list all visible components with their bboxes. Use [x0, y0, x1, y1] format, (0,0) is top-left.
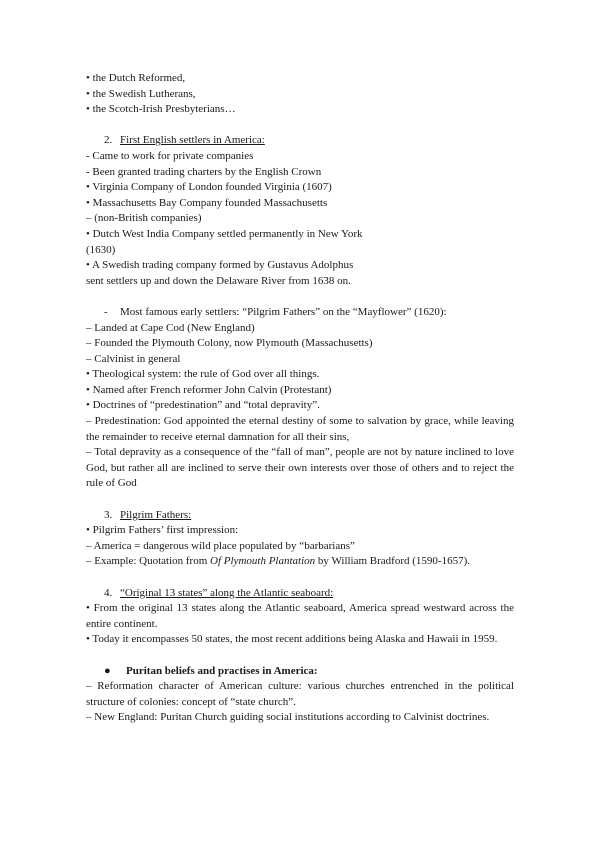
list-item	[86, 554, 514, 570]
list-item: • A Swedish trading company formed by Gustavus Adolphus	[86, 259, 354, 272]
list-item: • Theological system: the rule of God over all things.	[86, 368, 320, 381]
paragraph: – Predestination: God appointed the eternal destiny of some to salvation by grace, while leaving the remainder to receive eternal damnation for all their sins,	[86, 415, 514, 443]
section-title: “Original 13 states” along the Atlantic seaboard:	[120, 586, 334, 599]
bullet-marker: ●	[104, 664, 111, 677]
list-item: • Virginia Company of London founded Virginia (1607)	[86, 181, 332, 194]
list-item: • the Dutch Reformed,	[86, 72, 186, 84]
list-item: (1630)	[86, 243, 116, 256]
list-item: • the Swedish Lutherans,	[86, 87, 196, 100]
list-item: • Dutch West India Company settled permanently in New York	[86, 227, 363, 240]
paragraph: – New England: Puritan Church guiding social institutions according to Calvinist doctrines.	[86, 711, 490, 724]
section-number: 4.	[104, 586, 113, 599]
puritan-title: Puritan beliefs and practises in America:	[126, 664, 318, 677]
list-item: sent settlers up and down the Delaware River from 1638 on.	[86, 274, 351, 287]
paragraph: – Total depravity as a consequence of the “fall of man”, people are not by nature inclined to love God, but rather all are inclined to serve their own interests over those of others and to reject the rule of God	[86, 446, 514, 490]
list-item: - Came to work for private companies	[86, 149, 254, 162]
puritan-heading	[86, 664, 514, 680]
section-2-heading	[86, 133, 514, 149]
dash-marker: -	[104, 305, 108, 318]
list-item: – America = dangerous wild place populated by “barbarians”	[86, 539, 355, 552]
paragraph: • From the original 13 states along the Atlantic seaboard, America spread westward across the entire continent.	[86, 602, 514, 630]
section-4-heading	[86, 586, 514, 602]
spacer	[86, 492, 514, 508]
example-prefix: – Example: Quotation from	[86, 555, 211, 568]
section-title: Pilgrim Fathers:	[120, 508, 192, 521]
list-item: – Founded the Plymouth Colony, now Plymouth (Massachusetts)	[86, 337, 373, 350]
pilgrims-heading	[86, 305, 514, 321]
paragraph: • Today it encompasses 50 states, the most recent additions being Alaska and Hawaii in 1959.	[86, 633, 498, 646]
list-item: • Named after French reformer John Calvin (Protestant)	[86, 383, 332, 396]
list-item: • Pilgrim Fathers’ first impression:	[86, 524, 239, 537]
document-body	[86, 71, 514, 726]
example-suffix: by William Bradford (1590-1657).	[315, 555, 470, 568]
section-3-heading	[86, 508, 514, 524]
list-item: • Massachusetts Bay Company founded Massachusetts	[86, 196, 328, 209]
section-title: First English settlers in America:	[120, 134, 265, 147]
spacer	[86, 289, 514, 305]
spacer	[86, 118, 514, 134]
list-item: – Calvinist in general	[86, 352, 181, 365]
list-item: • the Scotch-Irish Presbyterians…	[86, 103, 236, 116]
spacer	[86, 570, 514, 586]
paragraph: – Reformation character of American culture: various churches entrenched in the political structure of colonies: concept of “state church”.	[86, 680, 514, 708]
section-number: 3.	[104, 508, 113, 521]
spacer	[86, 648, 514, 664]
book-title: Of Plymouth Plantation	[210, 555, 316, 568]
list-item: – (non-British companies)	[86, 212, 202, 225]
list-item: – Landed at Cape Cod (New England)	[86, 321, 255, 334]
section-number: 2.	[104, 134, 113, 147]
pilgrims-title: Most famous early settlers: “Pilgrim Fathers” on the “Mayflower” (1620):	[120, 305, 447, 318]
list-item: • Doctrines of “predestination” and “total depravity”.	[86, 399, 320, 412]
list-item: - Been granted trading charters by the English Crown	[86, 165, 322, 178]
